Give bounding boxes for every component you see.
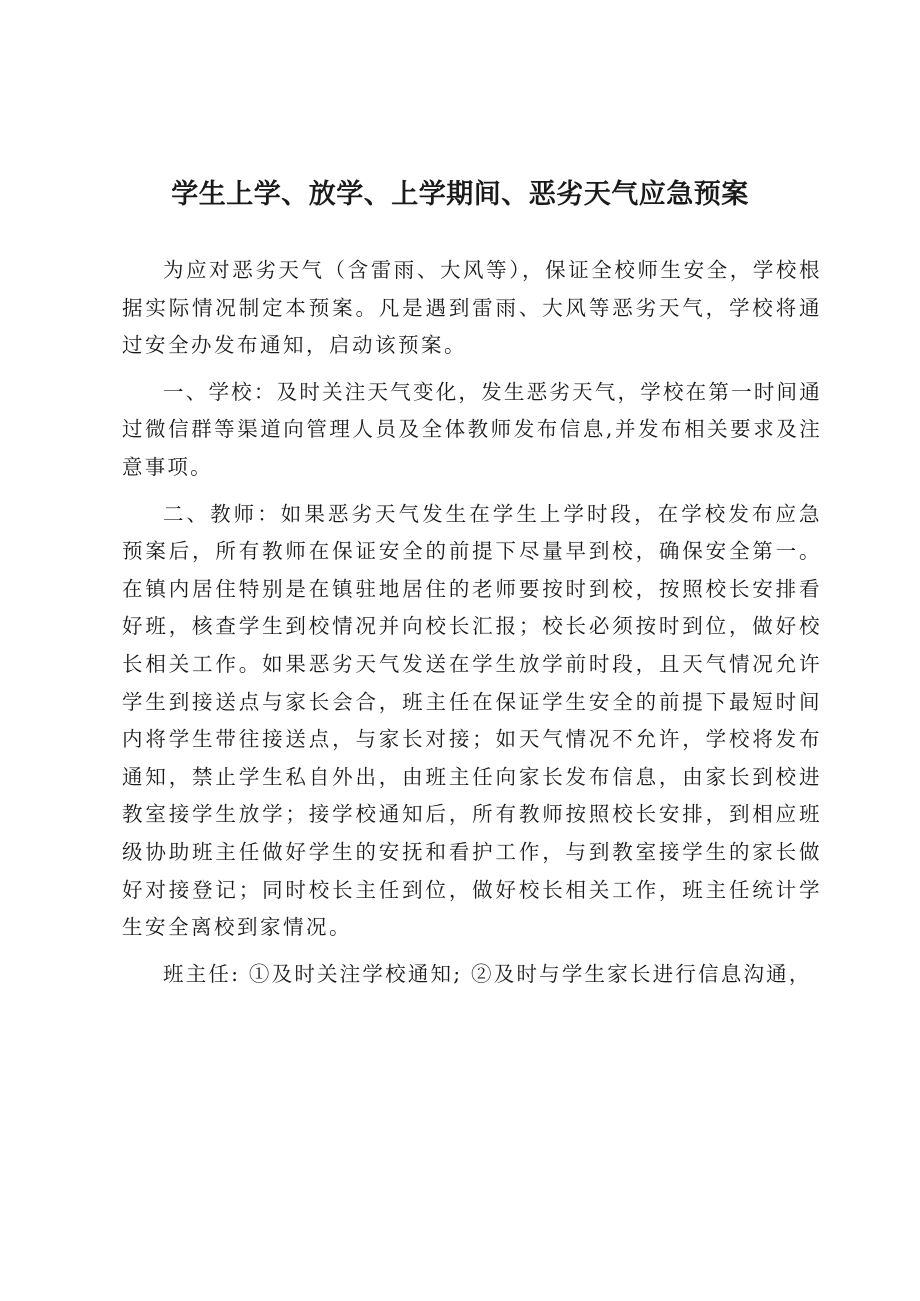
document-title: 学生上学、放学、上学期间、恶劣天气应急预案 [171, 179, 749, 210]
paragraph-teachers: 二、教师：如果恶劣天气发生在学生上学时段，在学校发布应急预案后，所有教师在保证安全的前提下尽量早到校，确保安全第一。在镇内居住特别是在镇驻地居住的老师要按时到校，按照校长安排看好班，核查学生到校情况并向校长汇报；校长必须按时到位，做好校长相关工作。如果恶劣天气发送在学生放学前时段，且天气情况允许学生到接送点与家长会合，班主任在保证学生安全的前提下最短时间内将学生带往接送点，与家长对接；如天气情况不允许，学校将发布通知，禁止学生私自外出，由班主任向家长发布信息，由家长到校进教室接学生放学；接学校通知后，所有教师按照校长安排，到相应班级协助班主任做好学生的安抚和看护工作，与到教室接学生的家长做好对接登记；同时校长主任到位，做好校长相关工作，班主任统计学生安全离校到家情况。 [122, 501, 822, 940]
paragraph-school: 一、学校：及时关注天气变化，发生恶劣天气，学校在第一时间通过微信群等渠道向管理人员及全体教师发布信息,并发布相关要求及注意事项。 [122, 379, 822, 479]
document-body [122, 252, 822, 1002]
paragraph-intro: 为应对恶劣天气（含雷雨、大风等），保证全校师生安全，学校根据实际情况制定本预案。凡是遇到雷雨、大风等恶劣天气，学校将通过安全办发布通知，启动该预案。 [122, 258, 822, 358]
paragraph-head-teacher: 班主任: ①及时关注学校通知; ②及时与学生家长进行信息沟通， [163, 961, 812, 986]
